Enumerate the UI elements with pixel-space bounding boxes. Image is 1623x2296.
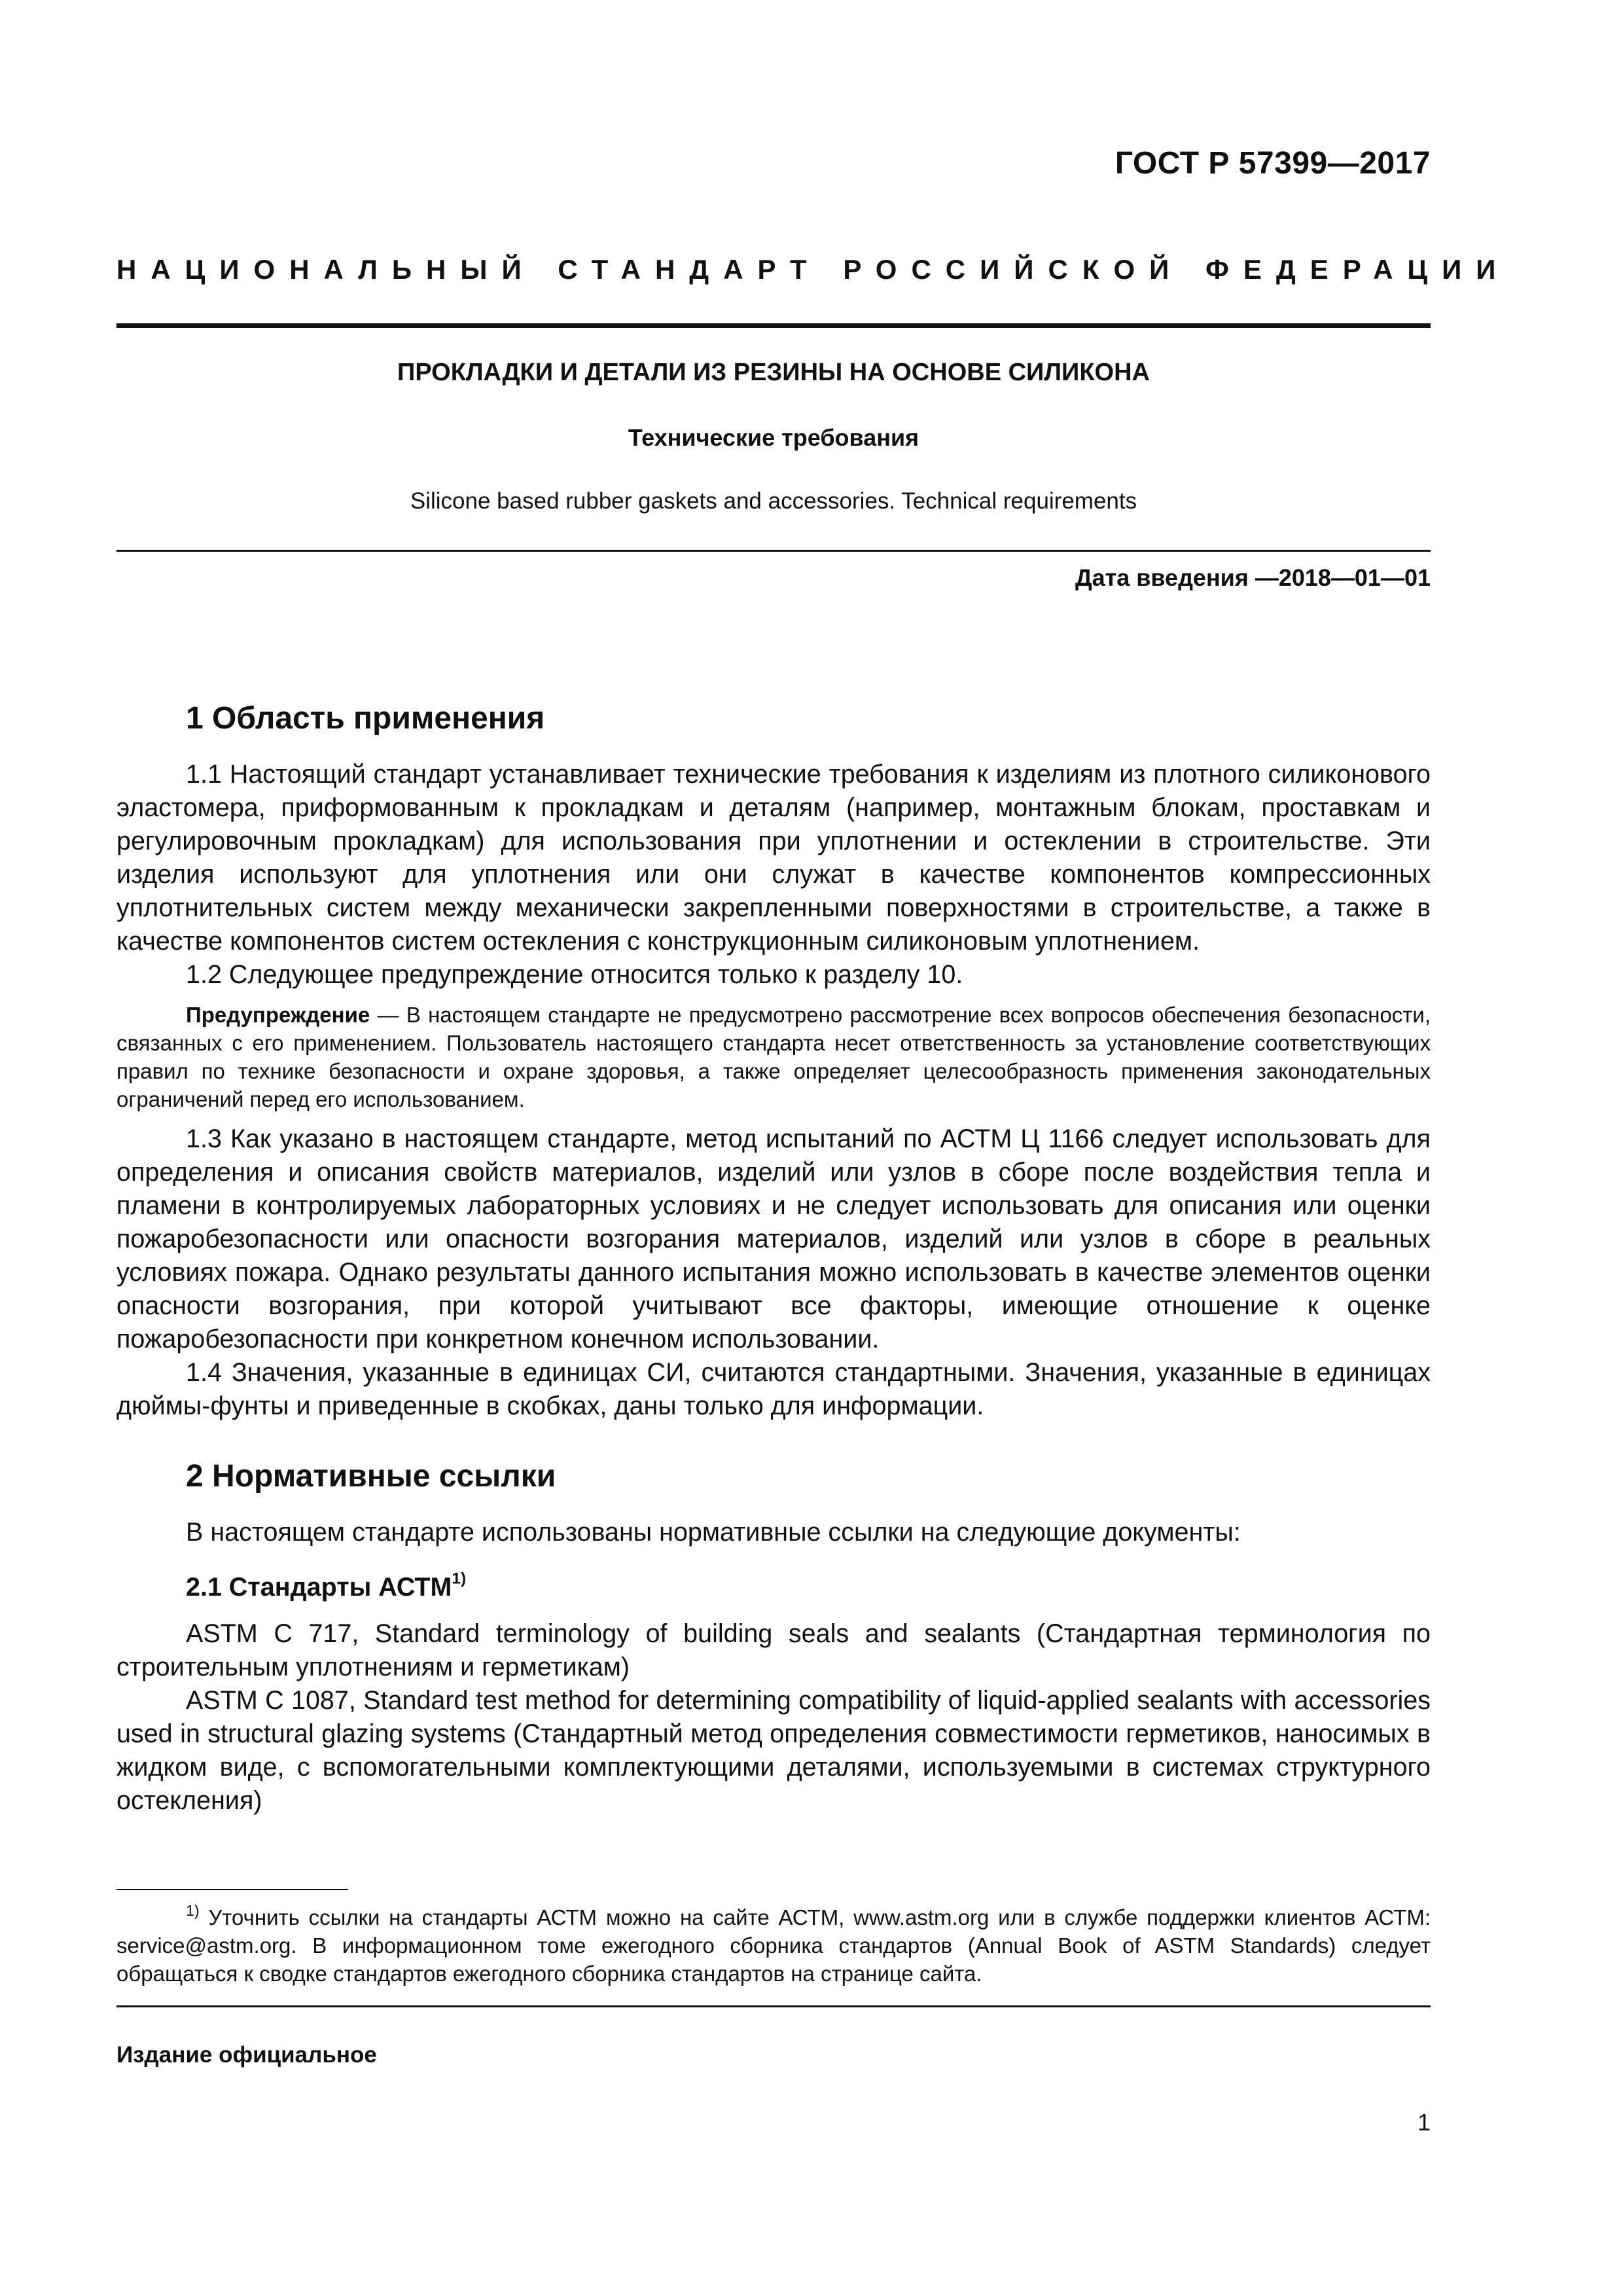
section-2-heading: 2 Нормативные ссылки (186, 1459, 556, 1494)
document-title-english: Silicone based rubber gaskets and accessories. Technical requirements (410, 488, 1137, 514)
paragraph-1-2: 1.2 Следующее предупреждение относится только к разделу 10. (186, 960, 963, 989)
warning-note (116, 1001, 1431, 1113)
section-1-heading: 1 Область применения (186, 701, 545, 736)
warning-text: — В настоящем стандарте не предусмотрено рассмотрение всех вопросов обеспечения безопасности, связанных с его применением. Пользователь настоящего стандарта несет ответственность за установление соответствующих правил по технике безопасности и охране здоровья, а также определяет целесообразность применения законодательных ограничений перед его использованием. (116, 1003, 1431, 1111)
document-page (116, 0, 1510, 2296)
section-2-intro: В настоящем стандарте использованы нормативные ссылки на следующие документы: (186, 1518, 1241, 1547)
paragraph-1-1: 1.1 Настоящий стандарт устанавливает технические требования к изделиям из плотного силиконового эластомера, приформованным к прокладкам и деталям (например, монтажным блокам, проставкам и регулировочным прокладкам) для использования при уплотнении и остеклении в строительстве. Эти изделия используют для уплотнения или они служат в качестве компонентов компрессионных уплотнительных систем между механически закрепленными поверхностями в строительстве, а также в качестве компонентов систем остекления с конструкционным силиконовым уплотнением. (116, 760, 1431, 956)
page-number: 1 (1417, 2109, 1431, 2136)
official-edition-label: Издание официальное (116, 2042, 377, 2068)
introduction-date: Дата введения —2018—01—01 (1075, 564, 1431, 591)
footnote-divider (116, 1889, 348, 1890)
footer-divider (116, 2005, 1431, 2007)
document-title: ПРОКЛАДКИ И ДЕТАЛИ ИЗ РЕЗИНЫ НА ОСНОВЕ СИЛИКОНА (397, 359, 1150, 386)
footnote-mark: 1) (186, 1902, 200, 1919)
reference-astm-c717: ASTM C 717, Standard terminology of building seals and sealants (Стандартная терминология по строительным уплотнениям и герметикам) (116, 1619, 1431, 1681)
document-subtitle: Технические требования (628, 424, 919, 451)
footnote-text: Уточнить ссылки на стандарты АСТМ можно на сайте АСТМ, www.astm.org или в службе поддержки клиентов АСТМ: service@astm.org. В информационном томе ежегодного сборника стандартов (Annual Book of ASTM Standards) следует обращаться к сводке стандартов ежегодного сборника стандартов на странице сайта. (116, 1905, 1431, 1986)
warning-label: Предупреждение (186, 1003, 370, 1027)
footnote-reference[interactable]: 1) (452, 1570, 467, 1588)
header-divider (116, 323, 1431, 328)
paragraph-1-4: 1.4 Значения, указанные в единицах СИ, считаются стандартными. Значения, указанные в единицах дюймы-фунты и приведенные в скобках, даны только для информации. (116, 1358, 1431, 1420)
title-divider (116, 550, 1431, 552)
document-body (116, 699, 1431, 1818)
footnote (116, 1897, 1431, 1988)
subsection-2-1-title: 2.1 Стандарты АСТМ (186, 1573, 452, 1602)
subsection-2-1-heading (116, 1569, 1431, 1605)
national-standard-banner: НАЦИОНАЛЬНЫЙ СТАНДАРТ РОССИЙСКОЙ ФЕДЕРАЦИИ (116, 254, 1510, 285)
reference-astm-c1087: ASTM C 1087, Standard test method for determining compatibility of liquid-applied sealants with accessories used in structural glazing systems (Стандартный метод определения совместимости герметиков, наносимых в жидком виде, с вспомогательными комплектующими деталями, используемыми в системах структурного остекления) (116, 1686, 1431, 1815)
paragraph-1-3: 1.3 Как указано в настоящем стандарте, метод испытаний по АСТМ Ц 1166 следует использовать для определения и описания свойств материалов, изделий или узлов в сборе после воздействия тепла и пламени в контролируемых лабораторных условиях и не следует использовать для описания или оценки пожаробезопасности или опасности возгорания материалов, изделий или узлов в сборе в реальных условиях пожара. Однако результаты данного испытания можно использовать в качестве элементов оценки опасности возгорания, при которой учитывают все факторы, имеющие отношение к оценке пожаробезопасности при конкретном конечном использовании. (116, 1124, 1431, 1354)
gost-code: ГОСТ Р 57399—2017 (1115, 146, 1431, 181)
